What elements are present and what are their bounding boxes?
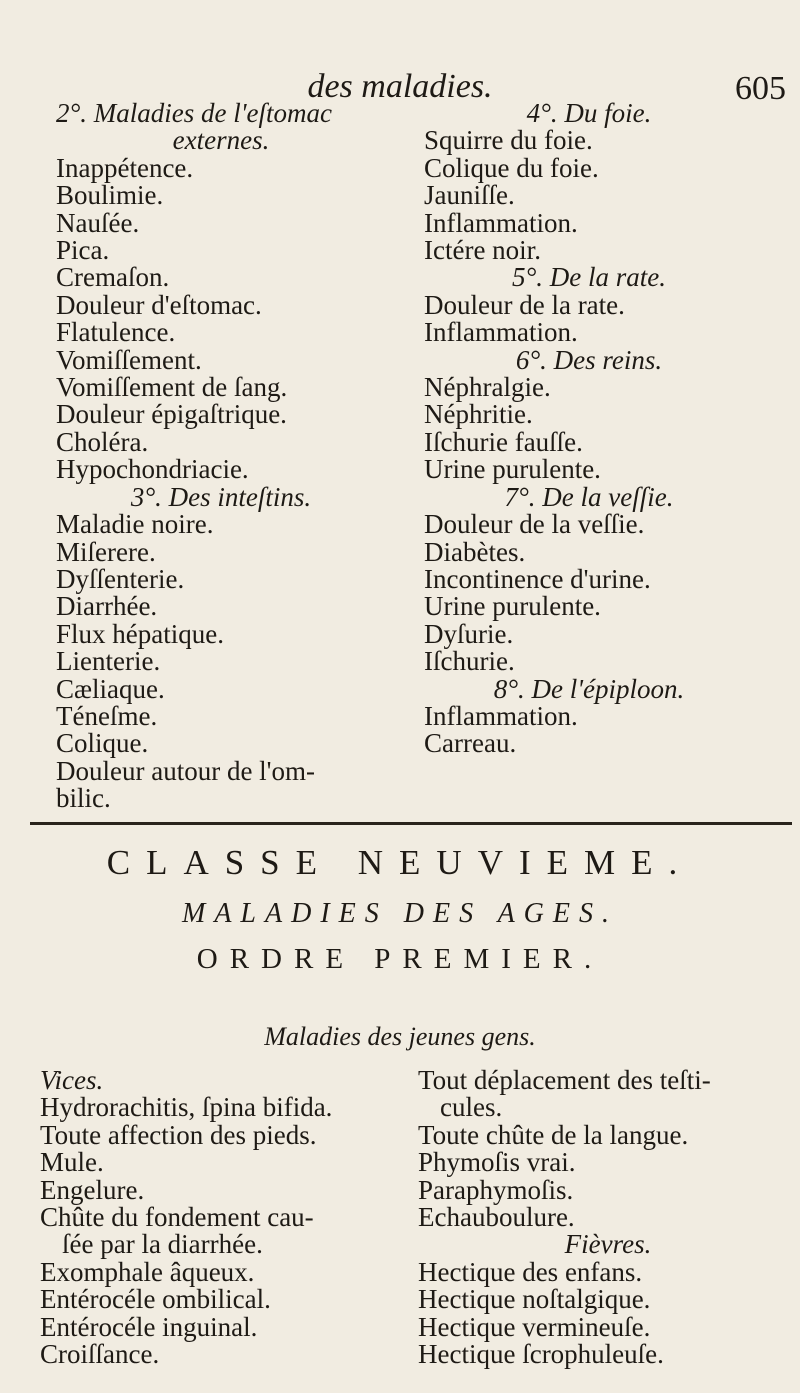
ordre-title: ORDRE PREMIER.: [196, 943, 604, 975]
list-item: Engelure.: [40, 1174, 145, 1205]
list-item: Diarrhée.: [56, 591, 158, 622]
classe-title: CLASSE NEUVIEME.: [106, 843, 694, 882]
section-heading: 5°. De la rate.: [511, 262, 667, 293]
list-item: Choléra.: [56, 426, 149, 457]
list-item: Lienterie.: [56, 646, 161, 677]
list-item: Boulimie.: [56, 180, 164, 211]
list-item: Hectique des enfans.: [418, 1256, 643, 1287]
list-item: Diabètes.: [424, 536, 526, 567]
list-item: Douleur de la veſſie.: [424, 509, 645, 540]
section-heading: 2°. Maladies de l'eſtomac: [56, 98, 333, 128]
jeunes-gens-heading: Maladies des jeunes gens.: [264, 1022, 536, 1051]
list-item: Iſchurie.: [424, 646, 515, 677]
stomach-intestine-column: [56, 100, 386, 813]
list-item: Incontinence d'urine.: [424, 563, 651, 594]
list-item: Nauſée.: [56, 207, 140, 238]
list-item: cules.: [440, 1092, 503, 1123]
list-item: Mule.: [40, 1147, 104, 1178]
list-item: Miſerere.: [56, 536, 156, 567]
list-item: Cremaſon.: [56, 262, 170, 293]
list-item: Inappétence.: [56, 152, 194, 183]
list-item: ſée par la diarrhée.: [62, 1229, 263, 1260]
maladies-ages-title: MALADIES DES AGES.: [182, 898, 618, 929]
list-item: Hydrorachitis, ſpina bifida.: [40, 1092, 333, 1123]
section-heading: 6°. Des reins.: [515, 344, 663, 375]
list-item: Douleur d'eſtomac.: [56, 289, 262, 320]
list-item: Cæliaque.: [56, 673, 165, 704]
section-heading: 8°. De l'épiploon.: [493, 673, 685, 704]
fevers-column: [418, 1067, 798, 1368]
list-item: Urine purulente.: [424, 591, 601, 622]
liver-kidney-column: [424, 100, 754, 758]
list-item: Maladie noire.: [56, 509, 214, 540]
section-heading: Vices.: [40, 1065, 104, 1095]
page-number: 605: [735, 70, 786, 107]
list-item: Dyſſenterie.: [56, 563, 185, 594]
list-item: Vomiſſement de ſang.: [56, 372, 288, 403]
list-item: Inflammation.: [424, 317, 578, 348]
section-heading: 3°. Des inteſtins.: [130, 481, 312, 512]
list-item: Chûte du fondement cau-: [40, 1202, 314, 1233]
list-item: Iſchurie fauſſe.: [424, 426, 583, 457]
list-item: Hypochondriacie.: [56, 454, 249, 485]
list-item: Douleur de la rate.: [424, 289, 625, 320]
list-item: Dyſurie.: [424, 618, 514, 649]
list-item: Téneſme.: [56, 700, 158, 731]
list-item: Néphritie.: [424, 399, 533, 430]
section-heading: 7°. De la veſſie.: [504, 481, 674, 512]
list-item: Colique.: [56, 728, 149, 759]
list-item: Colique du foie.: [424, 152, 599, 183]
section-divider: [30, 822, 792, 825]
list-item: Squirre du foie.: [424, 125, 593, 156]
list-item: Toute chûte de la langue.: [418, 1119, 689, 1150]
list-item: Toute affection des pieds.: [40, 1119, 317, 1150]
list-item: Flatulence.: [56, 317, 176, 348]
list-item: bilic.: [56, 783, 111, 814]
section-heading: 4°. Du foie.: [526, 98, 652, 128]
list-item: Hectique vermineuſe.: [418, 1311, 651, 1342]
list-item: Jauniſſe.: [424, 180, 515, 211]
list-item: Inflammation.: [424, 700, 578, 731]
running-head: des maladies.: [307, 68, 493, 105]
list-item: Hectique ſcrophuleuſe.: [418, 1339, 664, 1370]
list-item: Echauboulure.: [418, 1202, 575, 1233]
list-item: Exomphale âqueux.: [40, 1256, 255, 1287]
list-item: Paraphymoſis.: [418, 1174, 574, 1205]
list-item: Croiſſance.: [40, 1339, 160, 1370]
list-item: Hectique noſtalgique.: [418, 1284, 651, 1315]
list-item: Néphralgie.: [424, 372, 551, 403]
list-item: Ictére noir.: [424, 235, 541, 266]
list-item: Tout déplacement des teſti-: [418, 1065, 711, 1095]
section-heading: externes.: [172, 125, 270, 156]
list-item: Carreau.: [424, 728, 517, 759]
list-item: Entérocéle inguinal.: [40, 1311, 258, 1342]
vices-column: [40, 1067, 400, 1368]
list-item: Phymoſis vrai.: [418, 1147, 576, 1178]
list-item: Flux hépatique.: [56, 618, 224, 649]
section-heading: Fièvres.: [564, 1229, 652, 1260]
list-item: Douleur autour de l'om-: [56, 755, 316, 786]
list-item: Entérocéle ombilical.: [40, 1284, 271, 1315]
list-item: Inflammation.: [424, 207, 578, 238]
list-item: Douleur épigaſtrique.: [56, 399, 287, 430]
list-item: Vomiſſement.: [56, 344, 202, 375]
list-item: Urine purulente.: [424, 454, 601, 485]
list-item: Pica.: [56, 235, 110, 266]
